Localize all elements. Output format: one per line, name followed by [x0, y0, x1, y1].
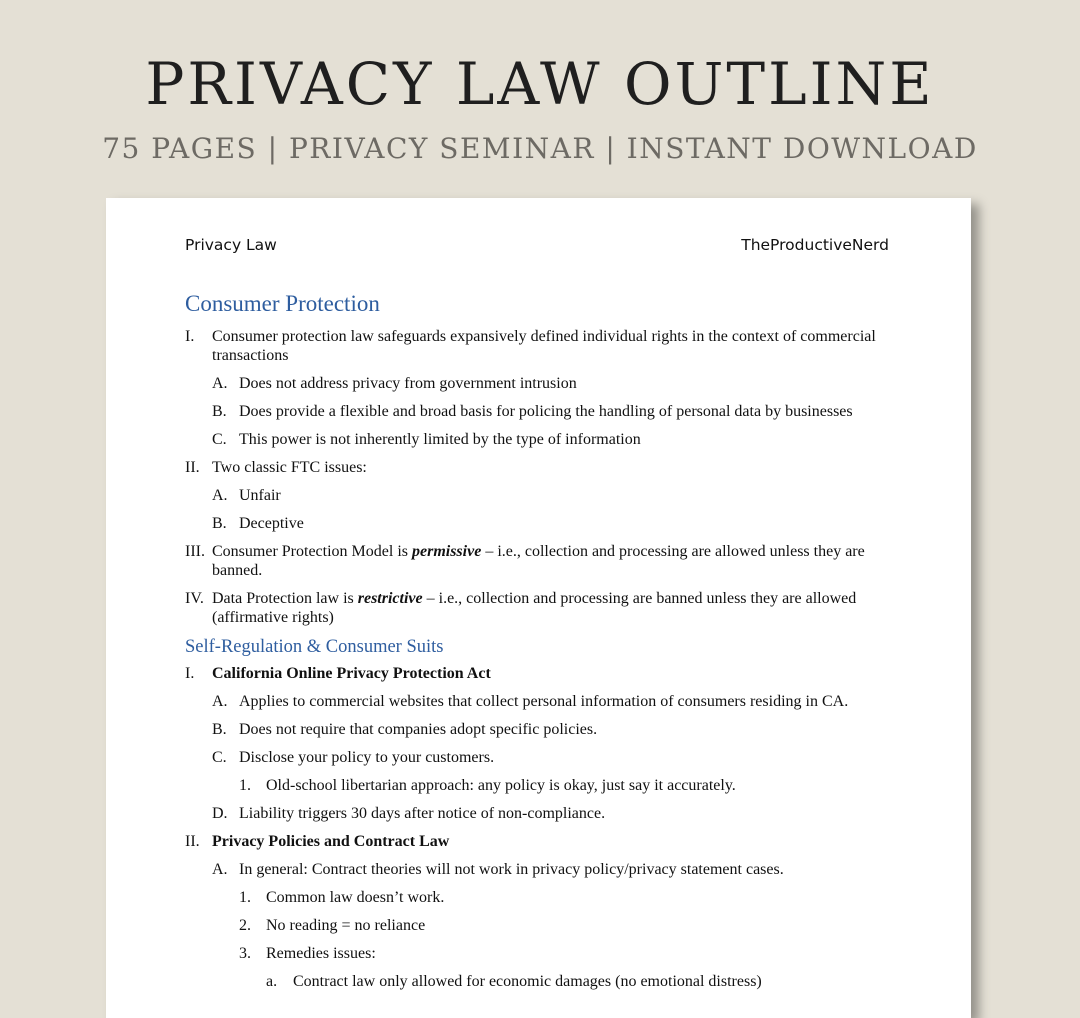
- outline-label: D.: [212, 805, 228, 822]
- outline-text: Liability triggers 30 days after notice of non-compliance.: [239, 805, 606, 822]
- section-heading-consumer-protection: Consumer Protection: [185, 291, 380, 316]
- outline-label: II.: [185, 833, 200, 850]
- outline-item: [239, 916, 905, 935]
- outline-text: Deceptive: [239, 515, 304, 532]
- outline-item: [185, 589, 905, 627]
- outline-item: [212, 514, 905, 533]
- outline-text: Does not require that companies adopt specific policies.: [239, 721, 598, 738]
- outline-label: IV.: [185, 590, 204, 607]
- outline-text: No reading = no reliance: [266, 917, 426, 934]
- outline-text: Contract law only allowed for economic damages (no emotional distress): [293, 973, 762, 990]
- outline-text-pre: Data Protection law is: [212, 590, 358, 607]
- outline-item: [185, 327, 905, 365]
- outline-text: [212, 589, 905, 627]
- outline-text-post: – i.e., collection and processing are allowed unless they are banned.: [212, 543, 865, 579]
- outline-item: [185, 664, 905, 683]
- outline-label: I.: [185, 328, 195, 345]
- outline-text: Common law doesn’t work.: [266, 889, 445, 906]
- outline-label: 3.: [239, 945, 251, 962]
- outline-label: II.: [185, 459, 200, 476]
- outline-item: [212, 692, 905, 711]
- outline-label: B.: [212, 403, 227, 420]
- emphasis-restrictive: restrictive: [357, 590, 423, 607]
- outline-item: [212, 430, 905, 449]
- outline-label: A.: [212, 861, 228, 878]
- outline-text-post: – i.e., collection and processing are banned unless they are allowed (affirmative rights): [212, 590, 857, 626]
- outline-item: [239, 944, 905, 963]
- outline-text-pre: Consumer Protection Model is: [212, 543, 412, 560]
- outline-text: This power is not inherently limited by the type of information: [239, 431, 641, 448]
- document-body: [185, 290, 905, 1000]
- outline-label: A.: [212, 487, 228, 504]
- outline-label: B.: [212, 721, 227, 738]
- outline-item: [212, 374, 905, 393]
- outline-item: [239, 888, 905, 907]
- outline-label: A.: [212, 375, 228, 392]
- outline-text: Disclose your policy to your customers.: [239, 749, 495, 766]
- outline-item: [212, 748, 905, 767]
- outline-text: In general: Contract theories will not work in privacy policy/privacy statement cases.: [239, 861, 784, 878]
- outline-label: III.: [185, 543, 205, 560]
- outline-item: [212, 486, 905, 505]
- section-heading-self-regulation: Self-Regulation & Consumer Suits: [185, 637, 444, 657]
- outline-text: Remedies issues:: [266, 945, 376, 962]
- outline-label: A.: [212, 693, 228, 710]
- outline-item: [212, 804, 905, 823]
- banner-title: PRIVACY LAW OUTLINE: [145, 50, 935, 118]
- outline-text: [212, 542, 905, 580]
- outline-label: I.: [185, 665, 195, 682]
- outline-label: B.: [212, 515, 227, 532]
- outline-text: Consumer protection law safeguards expansively defined individual rights in the context of commercial transactions: [212, 328, 876, 364]
- page-header-left: Privacy Law: [185, 236, 277, 254]
- outline-text: Does not address privacy from government intrusion: [239, 375, 577, 392]
- outline-text: Old-school libertarian approach: any policy is okay, just say it accurately.: [266, 777, 736, 794]
- page-header-right: TheProductiveNerd: [741, 236, 889, 254]
- outline-item: [266, 972, 905, 991]
- outline-text: Two classic FTC issues:: [212, 459, 367, 476]
- outline-label: a.: [266, 973, 278, 990]
- document-page: [106, 198, 971, 1018]
- outline-text: Privacy Policies and Contract Law: [212, 833, 450, 850]
- outline-item: [212, 720, 905, 739]
- outline-text: California Online Privacy Protection Act: [212, 665, 491, 682]
- banner-subtitle: 75 PAGES | PRIVACY SEMINAR | INSTANT DOWNLOAD: [102, 132, 978, 165]
- outline-item: [185, 832, 905, 851]
- outline-item: [185, 458, 905, 477]
- outline-label: 1.: [239, 777, 251, 794]
- outline-text: Applies to commercial websites that collect personal information of consumers residing in CA.: [239, 693, 849, 710]
- outline-item: [185, 542, 905, 580]
- outline-item: [212, 402, 905, 421]
- outline-label: C.: [212, 431, 227, 448]
- outline-text: Does provide a flexible and broad basis for policing the handling of personal data by businesses: [239, 403, 853, 420]
- outline-label: C.: [212, 749, 227, 766]
- outline-item: [239, 776, 905, 795]
- outline-label: 2.: [239, 917, 251, 934]
- outline-label: 1.: [239, 889, 251, 906]
- emphasis-permissive: permissive: [411, 543, 482, 560]
- outline-item: [212, 860, 905, 879]
- outline-text: Unfair: [239, 487, 281, 504]
